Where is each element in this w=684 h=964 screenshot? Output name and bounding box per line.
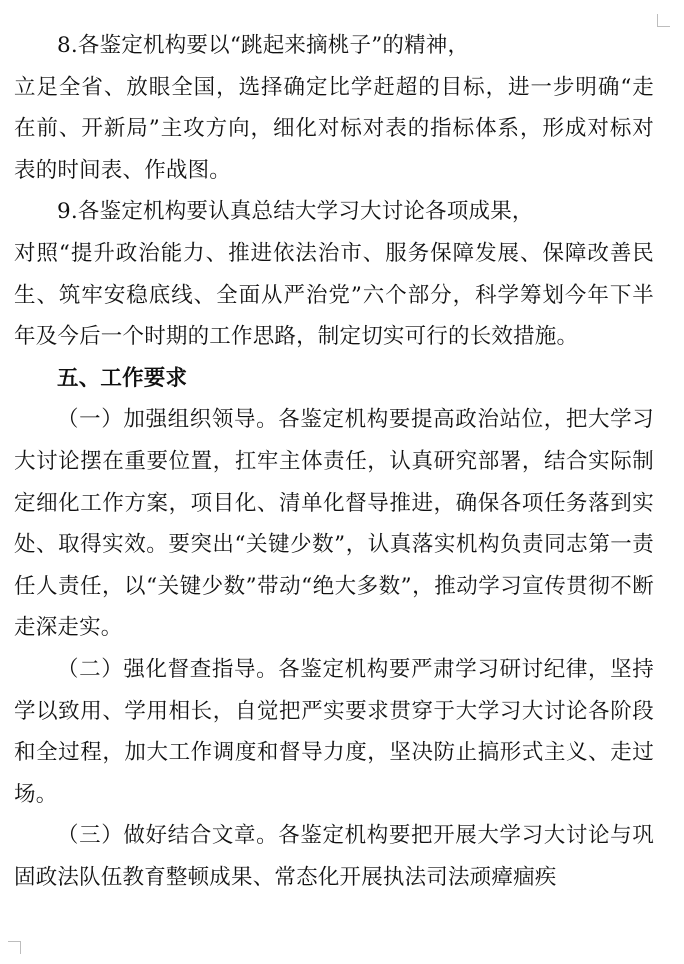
requirement-1-paragraph: （一）加强组织领导。各鉴定机构要提高政治站位，把大学习大讨论摆在重要位置，扛牢主体责任，认真研究部署，结合实际制定细化工作方案，项目化、清单化督导推进，确保各项任务落到实处、取得实效。要突出“关键少数”，认真落实机构负责同志第一责任人责任，以“关键少数”带动“绝大多数”，推动学习宣传贯彻不断走深走实。 xyxy=(14,407,654,641)
paragraph-8-body: 立足全省、放眼全国，选择确定比学赶超的目标，进一步明确“走在前、开新局”主攻方向，细化对标对表的指标体系，形成对标对表的时间表、作战图。 xyxy=(14,74,654,183)
requirement-2-paragraph: （二）强化督查指导。各鉴定机构要严肃学习研讨纪律，坚持学以致用、学用相长，自觉把严实要求贯穿于大学习大讨论各阶段和全过程，加大工作调度和督导力度，坚决防止搞形式主义、走过场。 xyxy=(14,656,654,807)
page-corner-mark-bottom-left xyxy=(8,941,21,954)
paragraph-9-body: 对照“提升政治能力、推进依法治市、服务保障发展、保障改善民生、筑牢安稳底线、全面从严治党”六个部分，科学筹划今年下半年及今后一个时期的工作思路，制定切实可行的长效措施。 xyxy=(14,240,654,350)
page-corner-mark-top-right xyxy=(657,14,670,27)
section-heading-work-requirements: 五、工作要求 xyxy=(57,365,188,391)
requirement-3-paragraph: （三）做好结合文章。各鉴定机构要把开展大学习大讨论与巩固政法队伍教育整顿成果、常态化开展执法司法顽瘴痼疾 xyxy=(14,823,654,890)
paragraph-9-lead: 9.各鉴定机构要认真总结大学习大讨论各项成果， xyxy=(57,199,534,225)
paragraph-8-lead: 8.各鉴定机构要以“跳起来摘桃子”的精神， xyxy=(57,33,470,58)
